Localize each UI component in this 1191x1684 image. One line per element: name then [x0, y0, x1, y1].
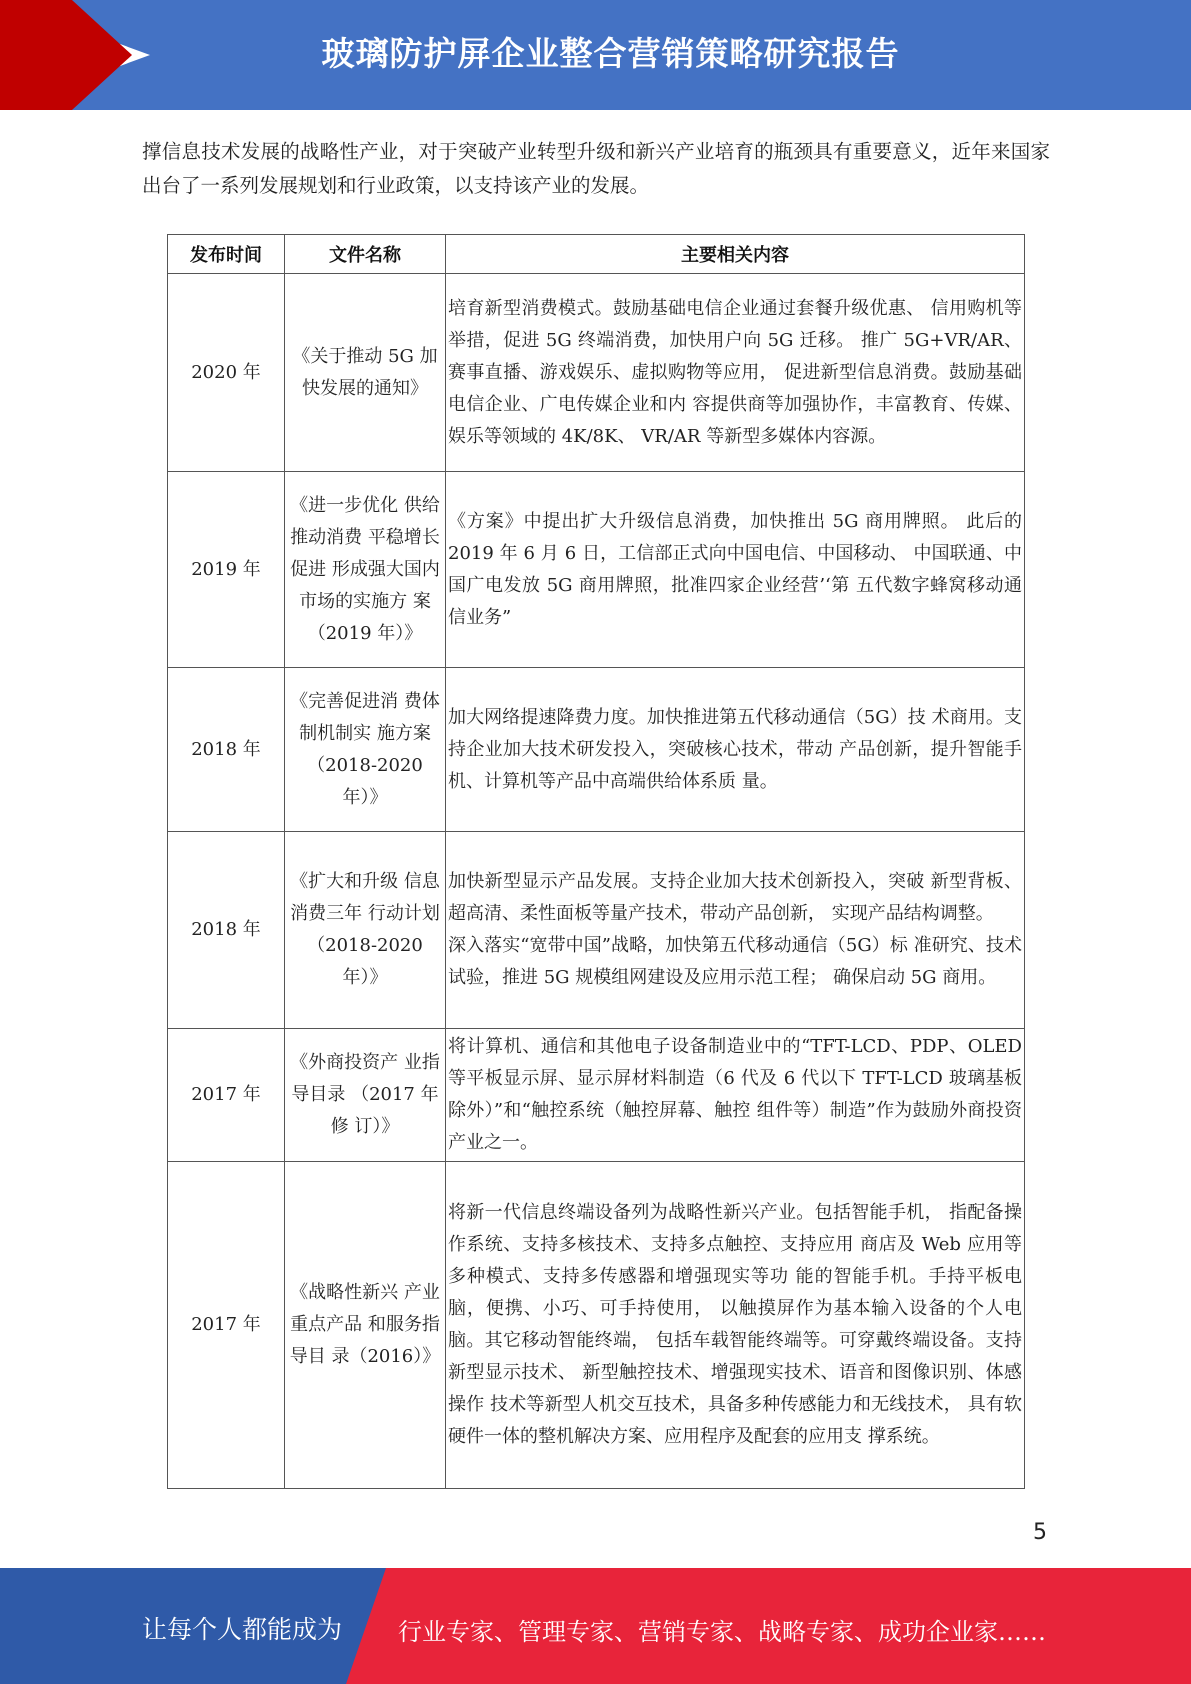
- row-content: 培育新型消费模式。鼓励基础电信企业通过套餐升级优惠、 信用购机等举措，促进 5G 终端消费，加快用户向 5G 迁移。 推广 5G+VR/AR、赛事直播、游戏娱乐、虚拟购物等应用， 促进新型信息消费。鼓励基础电信企业、广电传媒企业和内 容提供商等加强协作，丰富教育、传媒、娱乐等领域的 4K/8K、 VR/AR 等新型多媒体内容源。: [446, 274, 1025, 472]
- footer-slogan-left: 让每个人都能成为: [142, 1615, 343, 1644]
- table-row: [168, 1029, 1025, 1162]
- row-document: 《战略性新兴 产业重点产品 和服务指导目 录（2016）》: [285, 1162, 446, 1489]
- row-date: 2018 年: [168, 832, 285, 1029]
- row-date: 2017 年: [168, 1162, 285, 1489]
- table-row: [168, 668, 1025, 832]
- header-content: 主要相关内容: [446, 235, 1025, 274]
- row-content: 加大网络提速降费力度。加快推进第五代移动通信（5G）技 术商用。支持企业加大技术研发投入，突破核心技术，带动 产品创新，提升智能手机、计算机等产品中高端供给体系质 量。: [446, 668, 1025, 832]
- row-document: 《关于推动 5G 加快发展的通知》: [285, 274, 446, 472]
- row-document: 《扩大和升级 信息消费三年 行动计划 （2018-2020 年）》: [285, 832, 446, 1029]
- page-footer: [0, 1568, 1191, 1684]
- row-content: 将计算机、通信和其他电子设备制造业中的“TFT-LCD、PDP、OLED 等平板显示屏、显示屏材料制造（6 代及 6 代以下 TFT-LCD 玻璃基板除外）”和“触控系统（触控屏幕、触控 组件等）制造”作为鼓励外商投资产业之一。: [446, 1029, 1025, 1162]
- header-date: 发布时间: [168, 235, 285, 274]
- row-content: 将新一代信息终端设备列为战略性新兴产业。包括智能手机， 指配备操作系统、支持多核技术、支持多点触控、支持应用 商店及 Web 应用等多种模式、支持多传感器和增强现实等功 能的智能手机。手持平板电脑，便携、小巧、可手持使用， 以触摸屏作为基本输入设备的个人电脑。其它移动智能终端， 包括车载智能终端等。可穿戴终端设备。支持新型显示技术、 新型触控技术、增强现实技术、语音和图像识别、体感操作 技术等新型人机交互技术，具备多种传感能力和无线技术， 具有软硬件一体的整机解决方案、应用程序及配套的应用支 撑系统。: [446, 1162, 1025, 1489]
- row-content: 《方案》中提出扩大升级信息消费，加快推出 5G 商用牌照。 此后的 2019 年 6 月 6 日，工信部正式向中国电信、中国移动、 中国联通、中国广电发放 5G 商用牌照，批准四家企业经营’‘第 五代数字蜂窝移动通信业务”: [446, 472, 1025, 668]
- row-date: 2019 年: [168, 472, 285, 668]
- row-date: 2018 年: [168, 668, 285, 832]
- footer-slogan-right: 行业专家、管理专家、营销专家、战略专家、成功企业家……: [398, 1618, 1046, 1646]
- page-number: 5: [1033, 1520, 1047, 1545]
- table-row: [168, 832, 1025, 1029]
- page-header: [0, 0, 1191, 110]
- policy-table: [167, 234, 1025, 1489]
- row-date: 2020 年: [168, 274, 285, 472]
- report-title: 玻璃防护屏企业整合营销策略研究报告: [321, 34, 900, 73]
- table-row: [168, 1162, 1025, 1489]
- table-header-row: [168, 235, 1025, 274]
- row-content-paragraph: 加快新型显示产品发展。支持企业加大技术创新投入，突破 新型背板、超高清、柔性面板等量产技术，带动产品创新， 实现产品结构调整。: [448, 871, 1022, 924]
- header-document: 文件名称: [285, 235, 446, 274]
- intro-paragraph: 撑信息技术发展的战略性产业，对于突破产业转型升级和新兴产业培育的瓶颈具有重要意义，近年来国家出台了一系列发展规划和行业政策，以支持该产业的发展。: [142, 140, 1050, 197]
- row-content: [446, 832, 1025, 1029]
- row-document: 《外商投资产 业指导目录 （2017 年修 订）》: [285, 1029, 446, 1162]
- row-document: 《完善促进消 费体制机制实 施方案 （2018-2020 年）》: [285, 668, 446, 832]
- row-content-paragraph: 深入落实“宽带中国”战略，加快第五代移动通信（5G）标 准研究、技术试验，推进 5G 规模组网建设及应用示范工程； 确保启动 5G 商用。: [448, 935, 1022, 988]
- table-row: [168, 472, 1025, 668]
- row-document: 《进一步优化 供给推动消费 平稳增长促进 形成强大国内 市场的实施方 案（2019 年）》: [285, 472, 446, 668]
- table-row: [168, 274, 1025, 472]
- row-date: 2017 年: [168, 1029, 285, 1162]
